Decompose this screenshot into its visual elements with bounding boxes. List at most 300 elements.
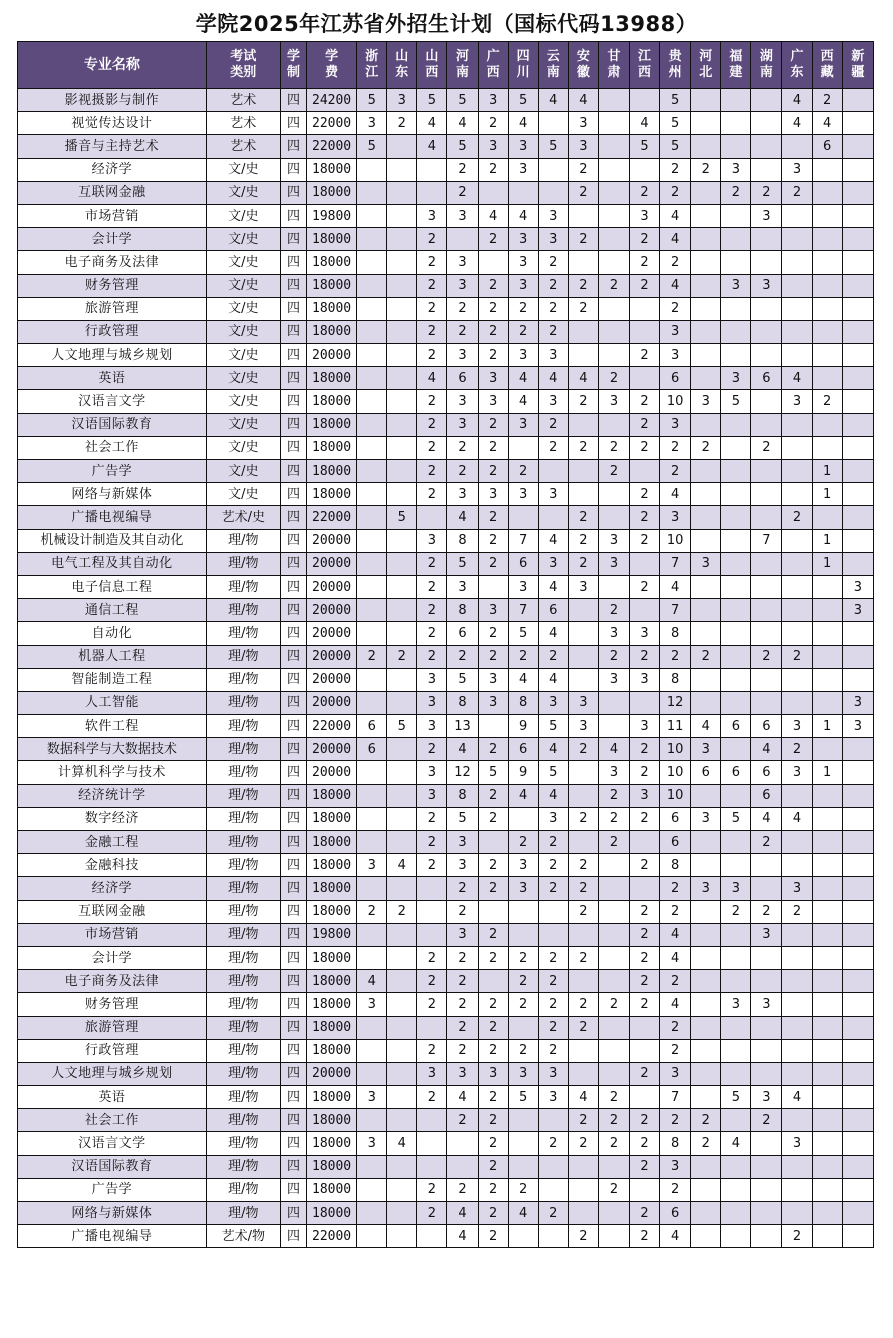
major-name-cell: 财务管理: [18, 274, 207, 297]
quota-cell: 2: [417, 413, 447, 436]
system-cell: 四: [280, 367, 306, 390]
quota-cell: 3: [660, 320, 691, 343]
major-name-cell: 广播电视编导: [18, 506, 207, 529]
table-row: [18, 946, 874, 969]
quota-cell: [782, 1016, 812, 1039]
quota-cell: [842, 668, 873, 691]
fee-cell: 18000: [306, 1039, 356, 1062]
system-cell: 四: [280, 738, 306, 761]
category-cell: 理/物: [206, 993, 280, 1016]
quota-cell: 5: [417, 89, 447, 112]
quota-cell: [691, 946, 721, 969]
quota-cell: 2: [691, 436, 721, 459]
quota-cell: [691, 228, 721, 251]
quota-cell: [387, 1109, 417, 1132]
quota-cell: 4: [782, 807, 812, 830]
header-system: 学 制: [280, 42, 306, 89]
quota-cell: [357, 784, 387, 807]
quota-cell: [387, 436, 417, 459]
quota-cell: 3: [357, 1132, 387, 1155]
quota-cell: [721, 1225, 751, 1248]
table-row: [18, 993, 874, 1016]
major-name-cell: 市场营销: [18, 204, 207, 227]
quota-cell: 3: [721, 993, 751, 1016]
header-province: 西 藏: [812, 42, 842, 89]
quota-cell: 12: [660, 691, 691, 714]
quota-cell: [751, 854, 782, 877]
quota-cell: 2: [447, 460, 478, 483]
quota-cell: 2: [417, 274, 447, 297]
quota-cell: 2: [630, 1202, 660, 1225]
quota-cell: [538, 900, 568, 923]
quota-cell: 2: [538, 413, 568, 436]
quota-cell: [387, 367, 417, 390]
quota-cell: [721, 1155, 751, 1178]
quota-cell: 2: [630, 946, 660, 969]
quota-cell: 2: [538, 1132, 568, 1155]
quota-cell: [812, 645, 842, 668]
major-name-cell: 汉语言文学: [18, 390, 207, 413]
quota-cell: 4: [447, 1086, 478, 1109]
quota-cell: [568, 251, 598, 274]
quota-cell: [387, 274, 417, 297]
quota-cell: 4: [417, 367, 447, 390]
quota-cell: [842, 970, 873, 993]
quota-cell: 4: [660, 274, 691, 297]
quota-cell: 2: [478, 436, 508, 459]
category-cell: 理/物: [206, 1062, 280, 1085]
quota-cell: [721, 112, 751, 135]
quota-cell: [630, 158, 660, 181]
category-cell: 文/史: [206, 413, 280, 436]
quota-cell: 2: [782, 900, 812, 923]
quota-cell: [598, 297, 629, 320]
category-cell: 文/史: [206, 367, 280, 390]
quota-cell: [598, 228, 629, 251]
quota-cell: [751, 460, 782, 483]
quota-cell: [842, 1155, 873, 1178]
quota-cell: [478, 831, 508, 854]
quota-cell: [630, 831, 660, 854]
quota-cell: 1: [812, 761, 842, 784]
quota-cell: [691, 483, 721, 506]
quota-cell: [721, 784, 751, 807]
quota-cell: 3: [447, 483, 478, 506]
quota-cell: [508, 923, 538, 946]
quota-cell: [691, 622, 721, 645]
header-province: 新 疆: [842, 42, 873, 89]
major-name-cell: 机器人工程: [18, 645, 207, 668]
quota-cell: 6: [812, 135, 842, 158]
quota-cell: [751, 506, 782, 529]
quota-cell: [630, 691, 660, 714]
quota-cell: [357, 274, 387, 297]
header-province: 江 西: [630, 42, 660, 89]
quota-cell: [387, 181, 417, 204]
category-cell: 文/史: [206, 483, 280, 506]
quota-cell: 3: [630, 668, 660, 691]
quota-cell: 2: [417, 390, 447, 413]
quota-cell: 3: [478, 367, 508, 390]
quota-cell: 2: [447, 436, 478, 459]
major-name-cell: 人文地理与城乡规划: [18, 344, 207, 367]
header-province: 贵 州: [660, 42, 691, 89]
quota-cell: [387, 807, 417, 830]
header-province: 河 北: [691, 42, 721, 89]
quota-cell: 3: [598, 552, 629, 575]
table-row: [18, 645, 874, 668]
quota-cell: [842, 552, 873, 575]
quota-cell: 2: [417, 320, 447, 343]
quota-cell: [691, 831, 721, 854]
quota-cell: [842, 761, 873, 784]
header-province: 广 东: [782, 42, 812, 89]
fee-cell: 18000: [306, 413, 356, 436]
quota-cell: 4: [538, 575, 568, 598]
quota-cell: 2: [721, 181, 751, 204]
system-cell: 四: [280, 460, 306, 483]
quota-cell: [842, 1016, 873, 1039]
quota-cell: 4: [660, 946, 691, 969]
major-name-cell: 英语: [18, 1086, 207, 1109]
header-province: 山 东: [387, 42, 417, 89]
quota-cell: [357, 506, 387, 529]
system-cell: 四: [280, 761, 306, 784]
quota-cell: [357, 158, 387, 181]
major-name-cell: 电子商务及法律: [18, 970, 207, 993]
quota-cell: [691, 251, 721, 274]
quota-cell: [387, 158, 417, 181]
quota-cell: 2: [417, 297, 447, 320]
quota-cell: 4: [538, 367, 568, 390]
quota-cell: 2: [660, 900, 691, 923]
major-name-cell: 机械设计制造及其自动化: [18, 529, 207, 552]
quota-cell: 11: [660, 715, 691, 738]
quota-cell: 4: [447, 738, 478, 761]
table-row: [18, 181, 874, 204]
quota-cell: 4: [660, 575, 691, 598]
quota-cell: [568, 622, 598, 645]
quota-cell: [630, 1016, 660, 1039]
quota-cell: [387, 1039, 417, 1062]
quota-cell: 2: [630, 344, 660, 367]
system-cell: 四: [280, 946, 306, 969]
quota-cell: 2: [508, 1178, 538, 1201]
major-name-cell: 广播电视编导: [18, 1225, 207, 1248]
quota-cell: 3: [508, 483, 538, 506]
category-cell: 理/物: [206, 784, 280, 807]
quota-cell: 3: [538, 483, 568, 506]
quota-cell: [598, 1202, 629, 1225]
major-name-cell: 软件工程: [18, 715, 207, 738]
header-province: 甘 肃: [598, 42, 629, 89]
system-cell: 四: [280, 228, 306, 251]
quota-cell: 2: [417, 807, 447, 830]
quota-cell: 3: [508, 251, 538, 274]
quota-cell: 5: [660, 89, 691, 112]
quota-cell: 3: [387, 89, 417, 112]
quota-cell: 3: [721, 367, 751, 390]
quota-cell: [782, 1155, 812, 1178]
quota-cell: [691, 135, 721, 158]
quota-cell: 4: [660, 993, 691, 1016]
quota-cell: [387, 135, 417, 158]
fee-cell: 18000: [306, 436, 356, 459]
fee-cell: 18000: [306, 297, 356, 320]
quota-cell: 4: [568, 1086, 598, 1109]
quota-cell: 2: [508, 645, 538, 668]
quota-cell: 2: [417, 1039, 447, 1062]
quota-cell: [630, 460, 660, 483]
quota-cell: [598, 575, 629, 598]
quota-cell: [782, 552, 812, 575]
quota-cell: 2: [478, 413, 508, 436]
quota-cell: 2: [598, 599, 629, 622]
table-row: [18, 297, 874, 320]
quota-cell: [598, 320, 629, 343]
quota-cell: 2: [598, 367, 629, 390]
quota-cell: [691, 204, 721, 227]
quota-cell: [387, 228, 417, 251]
quota-cell: [691, 344, 721, 367]
quota-cell: [721, 344, 751, 367]
quota-cell: [387, 460, 417, 483]
quota-cell: [691, 993, 721, 1016]
system-cell: 四: [280, 158, 306, 181]
quota-cell: [538, 506, 568, 529]
quota-cell: 3: [508, 274, 538, 297]
quota-cell: [812, 946, 842, 969]
quota-cell: [538, 923, 568, 946]
quota-cell: [387, 575, 417, 598]
quota-cell: 2: [417, 854, 447, 877]
fee-cell: 20000: [306, 622, 356, 645]
fee-cell: 18000: [306, 181, 356, 204]
quota-cell: 3: [538, 552, 568, 575]
quota-cell: 2: [568, 1132, 598, 1155]
quota-cell: 2: [447, 1039, 478, 1062]
quota-cell: 4: [508, 784, 538, 807]
fee-cell: 20000: [306, 344, 356, 367]
quota-cell: [721, 251, 751, 274]
quota-cell: [782, 923, 812, 946]
quota-cell: [751, 622, 782, 645]
quota-cell: 3: [721, 274, 751, 297]
quota-cell: [598, 715, 629, 738]
table-row: [18, 529, 874, 552]
quota-cell: [478, 181, 508, 204]
quota-cell: 2: [417, 622, 447, 645]
quota-cell: 4: [508, 112, 538, 135]
quota-cell: 3: [691, 807, 721, 830]
quota-cell: 3: [357, 854, 387, 877]
quota-cell: 2: [660, 970, 691, 993]
quota-cell: 2: [721, 900, 751, 923]
quota-cell: 2: [568, 552, 598, 575]
system-cell: 四: [280, 1178, 306, 1201]
header-category: 考试 类别: [206, 42, 280, 89]
fee-cell: 18000: [306, 831, 356, 854]
category-cell: 文/史: [206, 204, 280, 227]
table-row: [18, 691, 874, 714]
quota-cell: [357, 390, 387, 413]
quota-cell: [357, 831, 387, 854]
category-cell: 文/史: [206, 181, 280, 204]
quota-cell: 2: [598, 993, 629, 1016]
quota-cell: 2: [598, 1132, 629, 1155]
quota-cell: 2: [417, 599, 447, 622]
quota-cell: 3: [782, 1132, 812, 1155]
quota-cell: [751, 483, 782, 506]
system-cell: 四: [280, 436, 306, 459]
table-row: [18, 158, 874, 181]
category-cell: 理/物: [206, 1016, 280, 1039]
quota-cell: 2: [630, 251, 660, 274]
quota-cell: 2: [447, 877, 478, 900]
quota-cell: [812, 877, 842, 900]
quota-cell: [357, 761, 387, 784]
quota-cell: 3: [417, 529, 447, 552]
quota-cell: 2: [568, 900, 598, 923]
quota-cell: [538, 112, 568, 135]
quota-cell: [721, 204, 751, 227]
quota-cell: [387, 599, 417, 622]
quota-cell: 8: [660, 622, 691, 645]
fee-cell: 18000: [306, 1016, 356, 1039]
quota-cell: 4: [660, 1225, 691, 1248]
fee-cell: 18000: [306, 460, 356, 483]
system-cell: 四: [280, 923, 306, 946]
quota-cell: [691, 784, 721, 807]
quota-cell: 2: [538, 831, 568, 854]
table-row: [18, 784, 874, 807]
quota-cell: 3: [691, 877, 721, 900]
quota-cell: [691, 112, 721, 135]
quota-cell: 2: [630, 413, 660, 436]
major-name-cell: 人工智能: [18, 691, 207, 714]
quota-cell: 2: [417, 483, 447, 506]
quota-cell: [751, 390, 782, 413]
system-cell: 四: [280, 645, 306, 668]
quota-cell: [842, 460, 873, 483]
quota-cell: [568, 599, 598, 622]
system-cell: 四: [280, 1086, 306, 1109]
quota-cell: 2: [660, 1016, 691, 1039]
quota-cell: 2: [538, 1039, 568, 1062]
quota-cell: [721, 923, 751, 946]
quota-cell: 3: [478, 599, 508, 622]
quota-cell: [812, 1086, 842, 1109]
table-row: [18, 900, 874, 923]
quota-cell: 2: [660, 181, 691, 204]
quota-cell: 2: [417, 993, 447, 1016]
category-cell: 理/物: [206, 807, 280, 830]
quota-cell: 3: [782, 158, 812, 181]
quota-cell: 2: [387, 645, 417, 668]
system-cell: 四: [280, 599, 306, 622]
system-cell: 四: [280, 413, 306, 436]
table-row: [18, 1016, 874, 1039]
category-cell: 理/物: [206, 552, 280, 575]
quota-cell: [508, 807, 538, 830]
quota-cell: [478, 575, 508, 598]
quota-cell: [782, 993, 812, 1016]
quota-cell: 3: [478, 483, 508, 506]
quota-cell: [417, 900, 447, 923]
quota-cell: 4: [478, 204, 508, 227]
quota-cell: [842, 413, 873, 436]
quota-cell: 7: [508, 529, 538, 552]
quota-cell: [812, 831, 842, 854]
quota-cell: 2: [751, 900, 782, 923]
quota-cell: [721, 1109, 751, 1132]
system-cell: 四: [280, 668, 306, 691]
quota-cell: 4: [508, 367, 538, 390]
quota-cell: 6: [751, 367, 782, 390]
quota-cell: [387, 1086, 417, 1109]
quota-cell: 3: [447, 575, 478, 598]
quota-cell: 4: [417, 112, 447, 135]
quota-cell: [782, 831, 812, 854]
quota-cell: 4: [782, 112, 812, 135]
quota-cell: [782, 274, 812, 297]
quota-cell: [357, 1202, 387, 1225]
quota-cell: [842, 1039, 873, 1062]
fee-cell: 18000: [306, 1109, 356, 1132]
quota-cell: [691, 274, 721, 297]
quota-cell: [721, 135, 751, 158]
major-name-cell: 行政管理: [18, 1039, 207, 1062]
quota-cell: 2: [447, 645, 478, 668]
quota-cell: 5: [387, 715, 417, 738]
fee-cell: 19800: [306, 923, 356, 946]
quota-cell: 5: [508, 1086, 538, 1109]
quota-cell: [842, 831, 873, 854]
quota-cell: 2: [630, 807, 660, 830]
quota-cell: [812, 1132, 842, 1155]
quota-cell: [842, 622, 873, 645]
category-cell: 理/物: [206, 1202, 280, 1225]
quota-cell: 2: [478, 529, 508, 552]
quota-cell: [357, 320, 387, 343]
quota-cell: 8: [660, 668, 691, 691]
quota-cell: 2: [630, 738, 660, 761]
quota-cell: 2: [478, 1155, 508, 1178]
system-cell: 四: [280, 877, 306, 900]
quota-cell: [782, 460, 812, 483]
quota-cell: [842, 645, 873, 668]
quota-cell: [598, 854, 629, 877]
table-row: [18, 622, 874, 645]
quota-cell: [357, 923, 387, 946]
quota-cell: 2: [478, 228, 508, 251]
system-cell: 四: [280, 251, 306, 274]
quota-cell: 2: [478, 1039, 508, 1062]
quota-cell: [782, 483, 812, 506]
fee-cell: 20000: [306, 552, 356, 575]
quota-cell: [357, 460, 387, 483]
major-name-cell: 财务管理: [18, 993, 207, 1016]
fee-cell: 18000: [306, 807, 356, 830]
system-cell: 四: [280, 483, 306, 506]
quota-cell: [598, 158, 629, 181]
quota-cell: 2: [630, 575, 660, 598]
quota-cell: 2: [478, 622, 508, 645]
quota-cell: [721, 946, 751, 969]
major-name-cell: 汉语言文学: [18, 1132, 207, 1155]
major-name-cell: 数据科学与大数据技术: [18, 738, 207, 761]
quota-cell: [630, 320, 660, 343]
